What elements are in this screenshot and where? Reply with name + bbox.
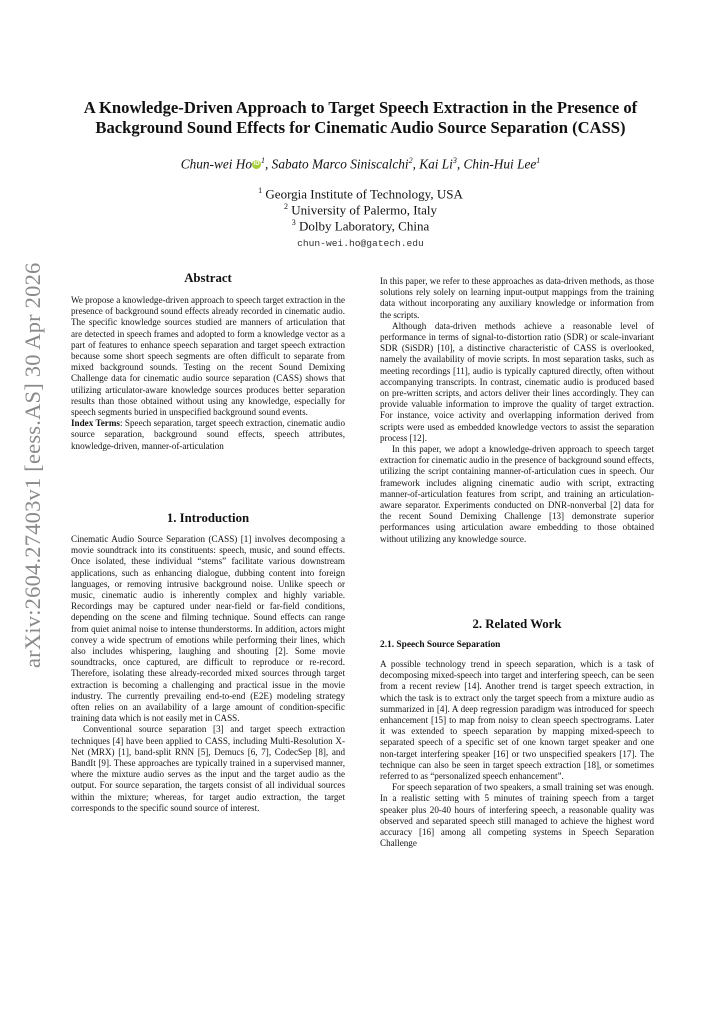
intro-paragraph-3: In this paper, we refer to these approaches as data-driven methods, as those solutions rely solely on learning input-output mappings from the training data without incorporating any auxiliary knowledge or information from the scripts.	[380, 276, 654, 320]
affiliation-3	[60, 218, 661, 234]
author-3: , Kai Li	[412, 156, 453, 172]
affiliation-2-text: University of Palermo, Italy	[287, 202, 438, 218]
affiliation-3-mark: 3	[291, 218, 296, 227]
intro-paragraph-4: Although data-driven methods achieve a reasonable level of performance in terms of signal-to-distortion ratio (SDR) or scale-invariant SDR (SiSDR) [10], a distinctive characteristic of CASS is overlooked, namely the availability of movie scripts. In most separation tasks, such as meeting recordings [11], audio is typically captured directly, often without accompanying transcripts. In contrast, cinematic audio is produced based on pre-written scripts, and actors deliver their lines accordingly. They can provide valuable information to improve the quality of target extraction. For instance, voice activity and overlapping information derived from scripts were used as embedded knowledge vectors to assist the separation process [12].	[380, 320, 654, 443]
arxiv-identifier-stamp: arXiv:2604.27403v1 [eess.AS] 30 Apr 2026	[20, 262, 45, 668]
index-terms-label: Index Terms	[71, 418, 120, 429]
introduction-heading: 1. Introduction	[166, 511, 250, 525]
affiliation-2	[60, 202, 661, 218]
author-4-affil-mark: 1	[536, 156, 541, 165]
introduction-left-column	[71, 534, 345, 814]
intro-paragraph-1: Cinematic Audio Source Separation (CASS) [1] involves decomposing a movie soundtrack into its constituents: speech, music, and sound effects. Once isolated, these individual “stems” facilitate various downstream applications, such as enhancing dialogue, dubbing content into foreign languages, or removing intrusive background noise. Unlike speech or music, cinematic audio is inherently complex and highly variable. Recordings may be captured under near-field or far-field conditions, depending on the scene and filming technique. Sound effects can range from quiet animal noise to intense thunderstorms. In addition, actors might convey a wide spectrum of emotions while performing their lines, which also includes whispering, laughing and shouting [2]. Some movie soundtracks, once captured, are difficult to reproduce or re-record. Therefore, isolating these already-recorded mixed sources through target extraction is becoming a challenging and practical issue in the movie industry. The currently prevailing end-to-end (E2E) modeling strategy often relies on an availability of a large amount of condition-specific training data which is not easily met in CASS.	[71, 534, 345, 724]
related-work-paragraph-2: For speech separation of two speakers, a small training set was enough. In a realistic setting with 5 minutes of training speech from a target speaker plus 20-40 hours of interfering speech, a reasonable quality was observed and separated speech still managed to achieve the highest word accuracy [16] among all competing systems in Speech Separation Challenge	[380, 782, 654, 849]
orcid-icon[interactable]: iD	[253, 161, 260, 168]
abstract-body	[71, 295, 345, 452]
speech-source-separation-subheading: 2.1. Speech Source Separation	[380, 640, 501, 650]
author-1: Chun-wei Ho	[180, 156, 253, 172]
affiliation-1-mark: 1	[258, 186, 263, 195]
index-terms-text: : Speech separation, target speech extraction, cinematic audio source separation, background sound effects, speech attributes, knowledge-driven, manner-of-articulation	[71, 418, 345, 451]
title-line-1: A Knowledge-Driven Approach to Target Speech Extraction in the Presence of	[83, 98, 638, 117]
author-3-affil-mark: 3	[452, 156, 457, 165]
abstract-text: We propose a knowledge-driven approach to speech target extraction in the presence of background sound effects already recorded in cinematic audio. The specific knowledge sources studied are manners of articulation that are detected in speech frames and adopted to form a knowledge vector as a part of features to enhance speech separation and target speech extraction because some short speech segments are often difficult to separate from mixed background sounds. Testing on the recent Sound Demixing Challenge data for cinematic audio source separation (CASS) shows that utilizing articulator-aware knowledge sources produces better separation results than those obtained without using any knowledge, especially for speech segments buried in unspecified background sound events.	[71, 295, 345, 418]
affiliation-1-text: Georgia Institute of Technology, USA	[262, 186, 463, 202]
affiliation-2-mark: 2	[283, 202, 288, 211]
affiliation-3-text: Dolby Laboratory, China	[295, 218, 430, 234]
paper-title	[60, 98, 661, 138]
author-1-affil-mark: 1	[261, 156, 266, 165]
author-2-affil-mark: 2	[408, 156, 413, 165]
intro-paragraph-5: In this paper, we adopt a knowledge-driven approach to speech target extraction for cinematic audio in the presence of background sound effects, utilizing the script containing manner-of-articulation cues in speech. Our framework includes aligning cinematic audio with script, extracting manner-of-articulation features from script, and training an articulation-aware separator. Experiments conducted on DNR-nonverbal [2] data for the recent Sound Demixing Challenge [13] demonstrate superior performances using articulation aware embedding to those obtained without utilizing any knowledge source.	[380, 444, 654, 544]
author-2: , Sabato Marco Siniscalchi	[265, 156, 409, 172]
title-line-2: Background Sound Effects for Cinematic Audio Source Separation (CASS)	[95, 118, 626, 137]
index-terms	[71, 418, 345, 452]
intro-paragraph-2: Conventional source separation [3] and target speech extraction techniques [4] have been applied to CASS, including Multi-Resolution X-Net (MRX) [1], band-split RNN [5], Demucs [6, 7], CodecSep [8], and BandIt [9]. These approaches are typically trained in a supervised manner, where the mixture audio serves as the input and the target audio as the output. For source separation, the targets consist of all individual sources within the mixture; whereas, for target audio extraction, the target corresponds to the specific sound source of interest.	[71, 724, 345, 813]
author-4: , Chin-Hui Lee	[456, 156, 537, 172]
related-work-body	[380, 659, 654, 849]
affiliation-1	[60, 186, 661, 202]
introduction-right-column	[380, 276, 654, 545]
related-work-paragraph-1: A possible technology trend in speech separation, which is a task of decomposing mixed-speech into target and interfering speech, can be seen from a recent review [14]. Another trend is target speech extraction, in which the task is to extract only the target speech from a mixture audio as summarized in [4]. A deep regression paradigm was introduced for speech enhancement [15] to map from noisy to clean speech spectrograms. Later it was extended to speech separation by mapping mixed-speech to separated speech of a specific set of one known target speaker and one non-target interfering speaker [16] or two unspecified speakers [17]. The technique can also be seen in target speech extraction [18], or sometimes referred to as “personalized speech enhancement”.	[380, 659, 654, 782]
abstract-heading: Abstract	[184, 271, 232, 285]
contact-email[interactable]: chun-wei.ho@gatech.edu	[297, 238, 424, 249]
related-work-heading: 2. Related Work	[472, 617, 562, 631]
author-list	[60, 156, 661, 172]
